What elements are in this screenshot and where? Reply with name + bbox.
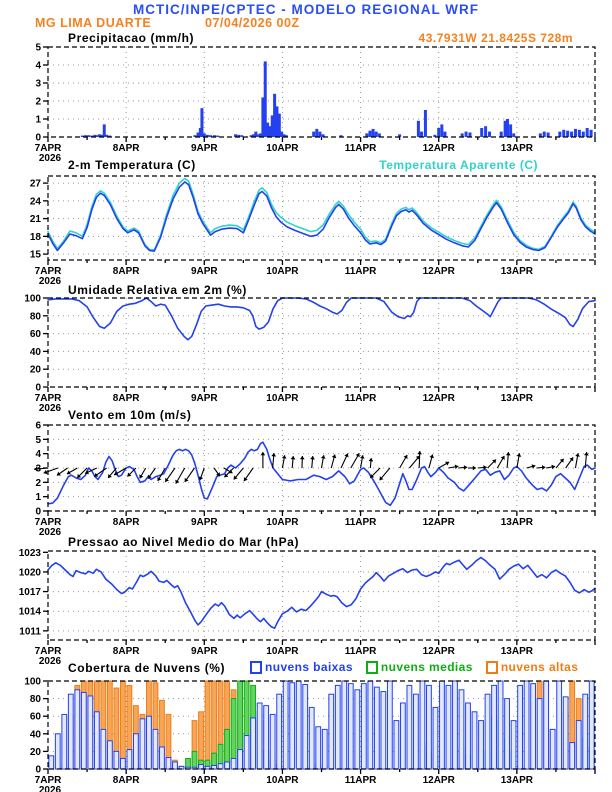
pressure-line-blue	[48, 558, 595, 629]
x-tick-label: 9APR	[190, 517, 218, 528]
x-year-label: 2026	[38, 656, 62, 667]
y-tick-label: 20	[29, 364, 41, 376]
legend-label-mid: nuvens medias	[380, 660, 473, 674]
precipitation-bars	[81, 61, 593, 137]
x-tick-label: 8APR	[112, 646, 140, 657]
y-tick-label: 3	[35, 463, 41, 475]
y-tick-label: 80	[29, 311, 41, 323]
x-tick-label: 12APR	[422, 393, 455, 404]
x-tick-label: 11APR	[344, 143, 377, 154]
y-tick-label: 1	[35, 492, 41, 504]
y-tick-label: 40	[29, 729, 41, 741]
x-tick-label: 12APR	[422, 266, 455, 277]
y-tick-label: 4	[35, 449, 41, 461]
panel-humidity	[24, 294, 595, 415]
x-tick-label: 10APR	[266, 266, 299, 277]
x-tick-label: 9APR	[190, 775, 218, 786]
y-tick-label: 1	[35, 114, 41, 126]
x-tick-label: 13APR	[500, 646, 533, 657]
y-tick-label: 40	[29, 346, 41, 358]
x-tick-label: 9APR	[190, 646, 218, 657]
x-tick-label: 8APR	[112, 517, 140, 528]
location-coordinates: 43.7931W 21.8425S 728m	[418, 31, 573, 45]
x-year-label: 2026	[38, 276, 62, 287]
x-tick-label: 13APR	[500, 517, 533, 528]
y-tick-label: 15	[29, 249, 41, 261]
y-tick-label: 1017	[18, 587, 41, 599]
y-tick-label: 0	[35, 506, 41, 518]
y-tick-label: 4	[35, 60, 41, 72]
x-tick-label: 11APR	[344, 775, 377, 786]
x-tick-label: 8APR	[112, 393, 140, 404]
x-tick-label: 13APR	[500, 393, 533, 404]
y-tick-label: 27	[29, 178, 41, 190]
panel-clouds	[24, 677, 595, 792]
panel-title-pressure: Pressao ao Nivel Medio do Mar (hPa)	[68, 535, 300, 549]
temperature-line-cyan	[48, 178, 595, 250]
y-tick-label: 0	[35, 132, 41, 144]
humidity-line-blue	[48, 298, 595, 340]
x-tick-label: 12APR	[422, 143, 455, 154]
x-year-label: 2026	[38, 403, 62, 414]
y-tick-label: 100	[24, 676, 41, 688]
run-datetime: 07/04/2026 00Z	[205, 16, 300, 30]
y-tick-label: 80	[29, 694, 41, 706]
x-tick-label: 7APR	[34, 775, 62, 786]
y-tick-label: 0	[35, 382, 41, 394]
x-tick-label: 7APR	[34, 143, 62, 154]
x-tick-label: 12APR	[422, 517, 455, 528]
panel-temperature	[30, 176, 595, 287]
x-tick-label: 11APR	[344, 393, 377, 404]
x-tick-label: 10APR	[266, 517, 299, 528]
panel-title-wind: Vento em 10m (m/s)	[68, 408, 192, 422]
y-tick-label: 2	[35, 96, 41, 108]
y-tick-label: 21	[29, 214, 41, 226]
y-tick-label: 1014	[18, 606, 41, 618]
panel-pressure	[19, 548, 595, 667]
legend-label-high: nuvens altas	[500, 660, 579, 674]
y-tick-label: 20	[29, 746, 41, 758]
x-tick-label: 13APR	[500, 143, 533, 154]
x-tick-label: 8APR	[112, 143, 140, 154]
x-tick-label: 9APR	[190, 266, 218, 277]
x-tick-label: 9APR	[190, 393, 218, 404]
x-year-label: 2026	[38, 785, 62, 792]
x-tick-label: 10APR	[266, 393, 299, 404]
y-tick-label: 24	[29, 196, 41, 208]
x-tick-label: 8APR	[112, 266, 140, 277]
y-tick-label: 1023	[18, 547, 41, 559]
panel-title-temperature: 2-m Temperatura (C)	[68, 158, 196, 172]
x-tick-label: 11APR	[344, 646, 377, 657]
y-tick-label: 3	[35, 78, 41, 90]
x-tick-label: 7APR	[34, 266, 62, 277]
y-tick-label: 1020	[18, 567, 41, 579]
panel-title-humidity: Umidade Relativa em 2m (%)	[68, 283, 247, 297]
x-tick-label: 9APR	[190, 143, 218, 154]
x-tick-label: 13APR	[500, 775, 533, 786]
x-year-label: 2026	[38, 527, 62, 538]
y-tick-label: 100	[24, 293, 41, 305]
x-tick-label: 12APR	[422, 646, 455, 657]
x-tick-label: 7APR	[34, 517, 62, 528]
y-tick-label: 1011	[19, 626, 41, 638]
panel-title-precipitation: Precipitacao (mm/h)	[68, 31, 195, 45]
x-year-label: 2026	[38, 153, 62, 164]
y-tick-label: 18	[29, 231, 41, 243]
y-tick-label: 0	[35, 764, 41, 776]
y-tick-label: 5	[35, 42, 41, 54]
x-tick-label: 8APR	[112, 775, 140, 786]
x-tick-label: 13APR	[500, 266, 533, 277]
legend-label-low: nuvens baixas	[265, 660, 353, 674]
x-tick-label: 11APR	[344, 266, 377, 277]
x-tick-label: 7APR	[34, 393, 62, 404]
x-tick-label: 11APR	[344, 517, 377, 528]
panel-precipitation	[35, 43, 595, 165]
temperature-line-blue	[48, 182, 595, 251]
x-tick-label: 10APR	[266, 143, 299, 154]
panel-wind	[34, 421, 595, 539]
y-tick-label: 2	[35, 477, 41, 489]
y-tick-label: 5	[35, 434, 41, 446]
station-name: MG LIMA DUARTE	[35, 16, 152, 30]
x-tick-label: 7APR	[34, 646, 62, 657]
y-tick-label: 6	[35, 420, 41, 432]
page-title: MCTIC/INPE/CPTEC - MODELO REGIONAL WRF	[133, 2, 479, 17]
apparent-temperature-label: Temperatura Aparente (C)	[379, 158, 538, 172]
x-tick-label: 12APR	[422, 775, 455, 786]
y-tick-label: 60	[29, 329, 41, 341]
panel-title-clouds: Cobertura de Nuvens (%)	[68, 661, 226, 675]
x-tick-label: 10APR	[266, 775, 299, 786]
y-tick-label: 60	[29, 711, 41, 723]
x-tick-label: 10APR	[266, 646, 299, 657]
